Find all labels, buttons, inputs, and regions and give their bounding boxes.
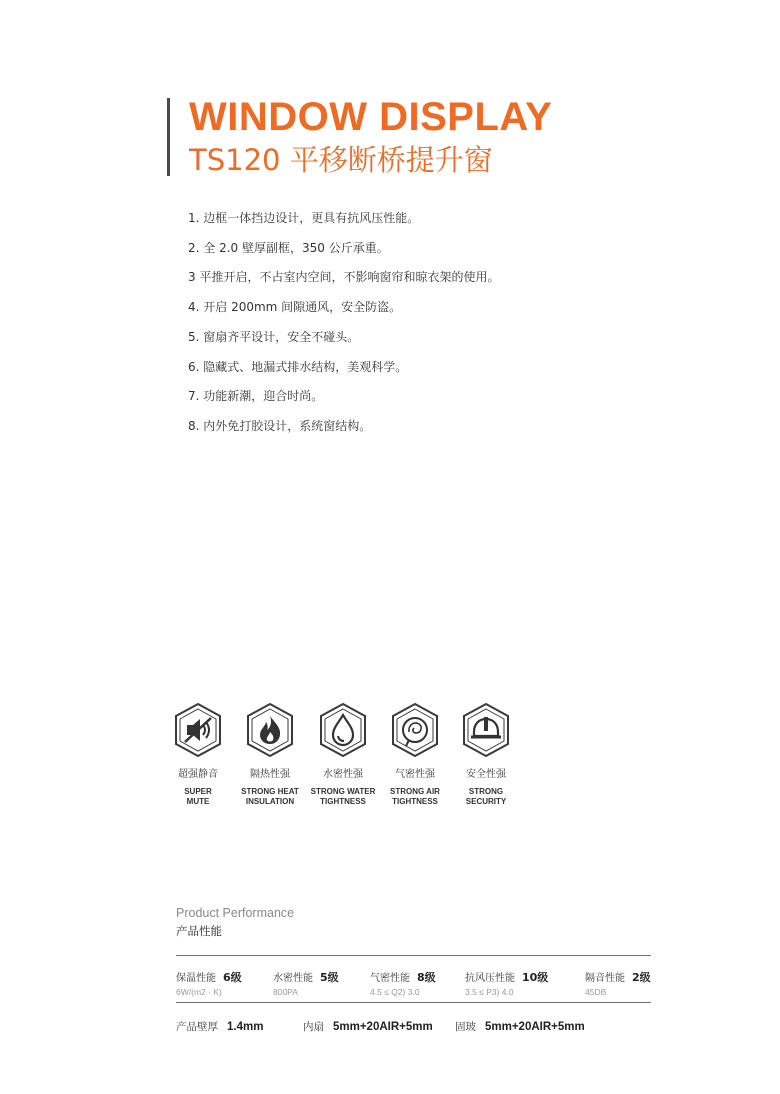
metric-grade: 5级	[320, 971, 339, 984]
feature-item: 8. 内外免打胶设计，系统窗结构。	[188, 418, 372, 433]
divider	[176, 1002, 651, 1003]
icon-item-air	[375, 702, 455, 807]
metric-sound-insulation	[585, 966, 651, 997]
spec-fixed-glass	[455, 1015, 585, 1034]
spec-label: 固玻	[455, 1021, 476, 1033]
feature-item: 4. 开启 200mm 间隙通风，安全防盗。	[188, 300, 402, 315]
icon-label-en: STRONG SECURITY	[465, 787, 507, 806]
metric-wind-pressure	[465, 966, 548, 997]
feature-item: 5. 窗扇齐平设计，安全不碰头。	[188, 329, 360, 344]
icon-item-security	[446, 702, 526, 807]
spec-value: 5mm+20AIR+5mm	[333, 1021, 433, 1033]
spec-inner-sash	[303, 1015, 433, 1034]
performance-heading-cn: 产品性能	[176, 924, 222, 938]
metric-grade: 10级	[522, 971, 549, 984]
icon-label-en: STRONG AIR TIGHTNESS	[390, 787, 440, 806]
spec-label: 内扇	[303, 1021, 324, 1033]
air-swirl-icon	[389, 702, 441, 758]
icon-label-cn: 安全性强	[466, 769, 506, 780]
icon-label-en: STRONG WATER TIGHTNESS	[310, 787, 376, 806]
feature-list	[188, 204, 499, 442]
metric-label: 隔音性能	[585, 973, 625, 984]
metric-label: 抗风压性能	[465, 973, 515, 984]
icon-label-cn: 隔热性强	[250, 769, 290, 780]
metric-air-tightness	[370, 966, 436, 997]
metric-sub: 6W/(m2 · K)	[176, 987, 222, 997]
feature-item: 2. 全 2.0 壁厚副框，350 公斤承重。	[188, 240, 389, 255]
water-drop-icon	[317, 702, 369, 758]
icon-label-en: STRONG HEAT INSULATION	[241, 787, 299, 806]
spec-label: 产品壁厚	[176, 1021, 218, 1033]
icon-item-mute	[158, 702, 238, 807]
icon-item-heat	[230, 702, 310, 807]
feature-item: 3 平推开启，不占室内空间，不影响窗帘和晾衣架的使用。	[188, 270, 500, 285]
icon-label-cn: 超强静音	[178, 769, 218, 780]
metric-sub: 4.5 ≤ Q2) 3.0	[370, 987, 420, 997]
metric-water-tightness	[273, 966, 339, 997]
metric-label: 气密性能	[370, 973, 410, 984]
feature-item: 7. 功能新潮，迎合时尚。	[188, 389, 324, 404]
metric-label: 水密性能	[273, 973, 313, 984]
mute-speaker-icon	[172, 702, 224, 758]
icon-item-water	[303, 702, 383, 807]
icon-label-cn: 气密性强	[395, 769, 435, 780]
feature-item: 1. 边框一体挡边设计，更具有抗风压性能。	[188, 211, 420, 225]
feature-item: 6. 隐藏式、地漏式排水结构，美观科学。	[188, 359, 408, 374]
page-title-en: WINDOW DISPLAY	[189, 95, 553, 139]
icon-label-cn: 水密性强	[323, 769, 363, 780]
metric-label: 保温性能	[176, 973, 216, 984]
divider	[176, 955, 651, 956]
icon-label-en: SUPER MUTE	[184, 787, 212, 806]
metric-sub: 800PA	[273, 987, 298, 997]
title-accent-bar	[167, 98, 170, 176]
safety-helmet-icon	[460, 702, 512, 758]
performance-heading-en: Product Performance	[176, 906, 295, 920]
spec-wall-thickness	[176, 1015, 263, 1034]
metric-sub: 45DB	[585, 987, 607, 997]
metric-sub: 3.5 ≤ P3) 4.0	[465, 987, 514, 997]
metric-grade: 6级	[223, 971, 242, 984]
spec-value: 5mm+20AIR+5mm	[485, 1021, 585, 1033]
flame-icon	[244, 702, 296, 758]
feature-icons-row	[166, 702, 566, 812]
spec-value: 1.4mm	[227, 1021, 264, 1033]
page-title-cn: TS120 平移断桥提升窗	[189, 143, 493, 177]
metric-insulation	[176, 966, 242, 997]
metric-grade: 8级	[417, 971, 436, 984]
metric-grade: 2级	[632, 971, 651, 984]
